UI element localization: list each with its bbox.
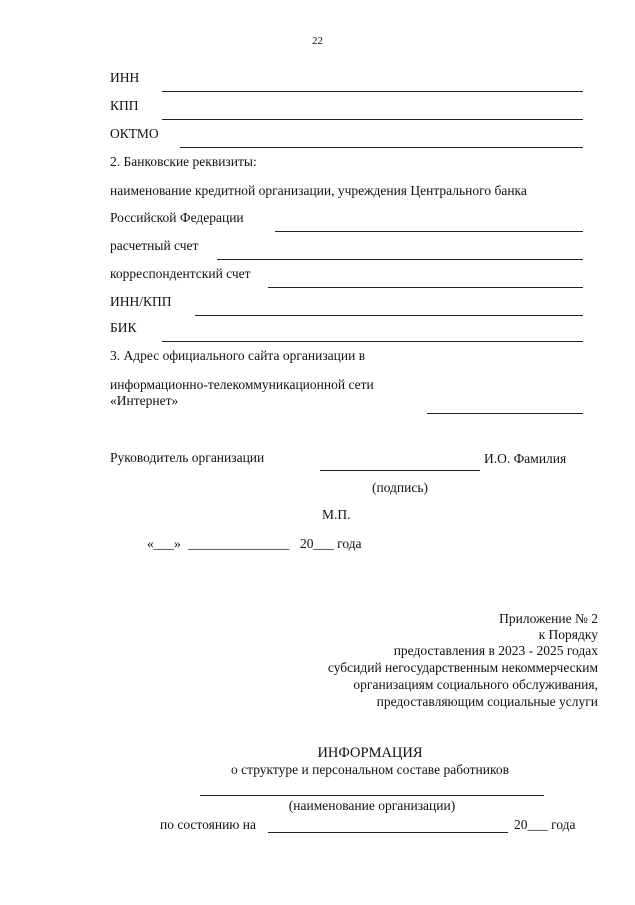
settlement-account-label: расчетный счет bbox=[110, 238, 199, 253]
website-heading: 3. Адрес официального сайта организации в bbox=[110, 348, 366, 363]
appendix-line-1: Приложение № 2 bbox=[499, 611, 598, 626]
bank-name-line bbox=[275, 231, 583, 232]
page-number: 22 bbox=[312, 35, 323, 47]
settlement-account-line bbox=[217, 259, 583, 260]
appendix-line-2: к Порядку bbox=[538, 627, 598, 642]
inn-line bbox=[162, 91, 583, 92]
bank-heading: 2. Банковские реквизиты: bbox=[110, 154, 257, 169]
bank-name-line2: Российской Федерации bbox=[110, 210, 244, 225]
appendix-line-6: предоставляющим социальные услуги bbox=[376, 694, 598, 709]
signature-line bbox=[320, 470, 480, 471]
appendix-line-4: субсидий негосударственным некоммерческим bbox=[327, 660, 598, 675]
bik-label: БИК bbox=[110, 320, 137, 335]
appendix-line-5: организациям социального обслуживания, bbox=[353, 677, 598, 692]
stamp-label: М.П. bbox=[322, 507, 351, 522]
head-label: Руководитель организации bbox=[110, 450, 265, 465]
as-of-label: по состоянию на bbox=[160, 817, 256, 832]
website-line2: информационно-телекоммуникационной сети bbox=[110, 377, 374, 392]
date-day: «___» bbox=[147, 536, 181, 551]
org-name-line bbox=[200, 795, 544, 796]
website-line3: «Интернет» bbox=[110, 393, 179, 408]
kpp-label: КПП bbox=[110, 98, 139, 113]
inn-kpp-line bbox=[195, 315, 583, 316]
date-year: 20___ года bbox=[300, 536, 362, 551]
as-of-year: 20___ года bbox=[514, 817, 576, 832]
correspondent-account-line bbox=[268, 287, 583, 288]
head-name: И.О. Фамилия bbox=[484, 451, 567, 466]
info-title: ИНФОРМАЦИЯ bbox=[317, 745, 423, 761]
bik-line bbox=[162, 341, 583, 342]
inn-kpp-label: ИНН/КПП bbox=[110, 294, 172, 309]
website-line bbox=[427, 413, 583, 414]
date-month: _______________ bbox=[188, 536, 290, 551]
kpp-line bbox=[162, 119, 583, 120]
appendix-line-3: предоставления в 2023 - 2025 годах bbox=[393, 643, 598, 658]
as-of-line bbox=[268, 832, 508, 833]
oktmo-label: ОКТМО bbox=[110, 126, 159, 141]
info-subtitle: о структуре и персональном составе работников bbox=[231, 762, 509, 777]
inn-label: ИНН bbox=[110, 70, 140, 85]
bank-name-line1: наименование кредитной организации, учреждения Центрального банка bbox=[110, 183, 527, 198]
signature-caption: (подпись) bbox=[371, 480, 429, 495]
correspondent-account-label: корреспондентский счет bbox=[110, 266, 251, 281]
oktmo-line bbox=[180, 147, 583, 148]
org-name-caption: (наименование организации) bbox=[288, 798, 456, 813]
